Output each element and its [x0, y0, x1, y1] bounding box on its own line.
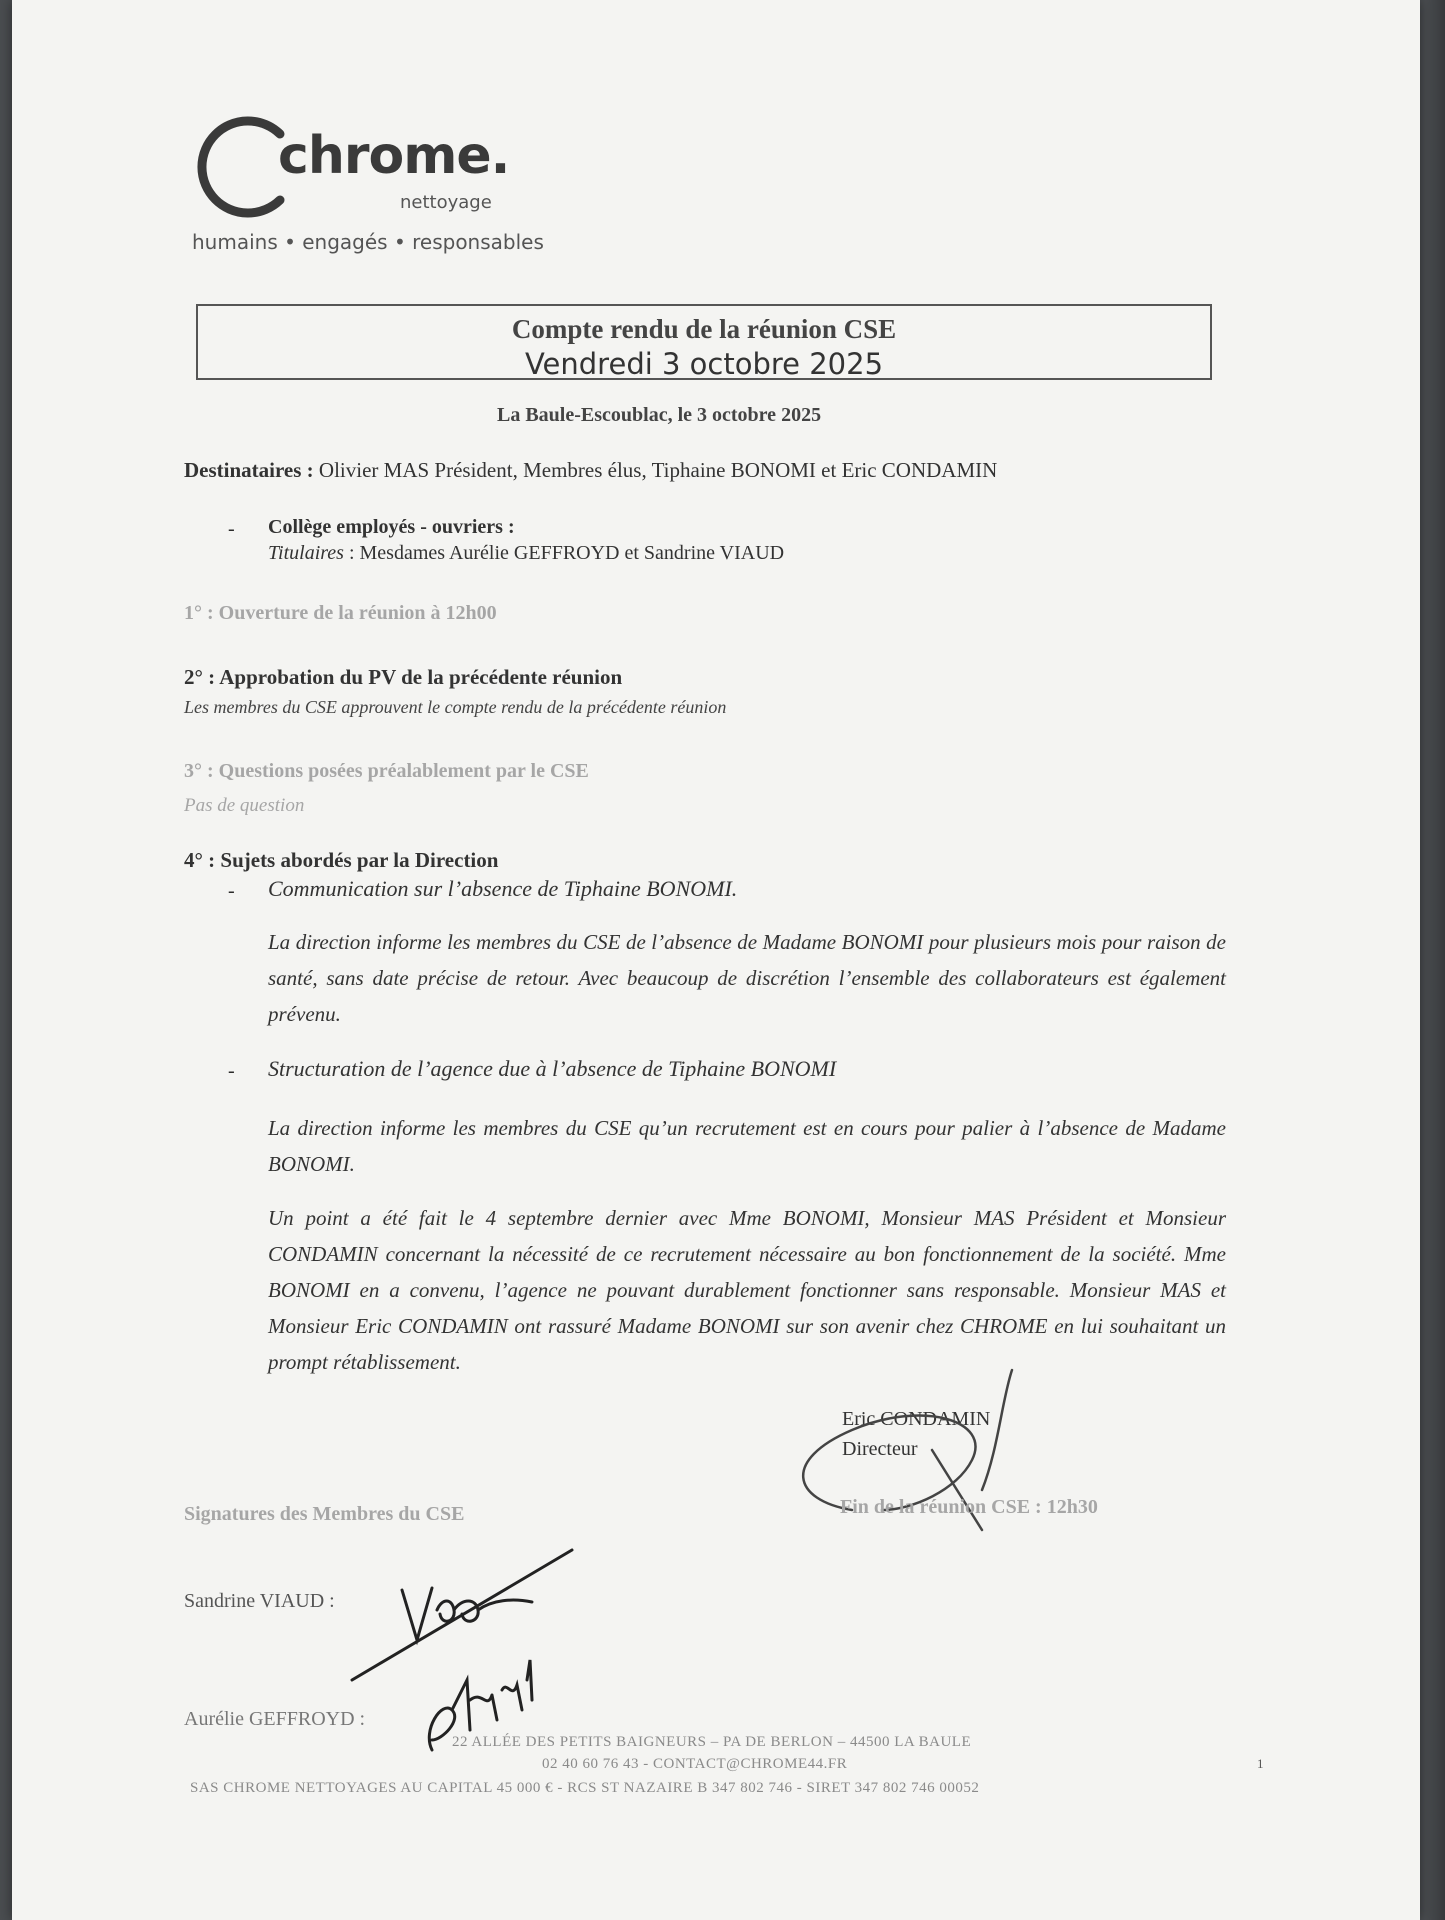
- footer-legal: SAS CHROME NETTOYAGES AU CAPITAL 45 000 € - RCS ST NAZAIRE B 347 802 746 - SIRET 347 802 746 00052: [190, 1780, 980, 1796]
- titulaires-text: : Mesdames Aurélie GEFFROYD et Sandrine VIAUD: [348, 542, 785, 564]
- company-logo: [192, 112, 612, 262]
- section-4-title: 4° : Sujets abordés par la Direction: [184, 848, 499, 872]
- signatory-name: Eric CONDAMIN: [842, 1408, 991, 1430]
- section-3-text: Pas de question: [184, 795, 305, 816]
- page-shadow: [1425, 0, 1445, 1920]
- item-1-dash: -: [228, 880, 235, 902]
- college-title: Collège employés - ouvriers :: [268, 516, 515, 538]
- logo-tagline: humains • engagés • responsables: [192, 230, 544, 254]
- recipients-text: Olivier MAS Président, Membres élus, Tiphaine BONOMI et Eric CONDAMIN: [318, 458, 998, 482]
- place-date: La Baule-Escoublac, le 3 octobre 2025: [497, 404, 822, 426]
- logo-wordmark: chrome.: [278, 126, 510, 186]
- section-2-text: Les membres du CSE approuvent le compte rendu de la précédente réunion: [184, 697, 727, 717]
- item-2-title: Structuration de l’agence due à l’absence de Tiphaine BONOMI: [268, 1056, 837, 1081]
- item-2-paragraph-2: Un point a été fait le 4 septembre dernier avec Mme BONOMI, Monsieur MAS Président et Monsieur CONDAMIN concernant la nécessité de ce recrutement nécessaire au bon fonctionnement de la société. Mme BONOMI en a convenu, l’agence ne pouvant durablement fonctionner sans responsable. Monsieur MAS et Monsieur Eric CONDAMIN ont rassuré Madame BONOMI sur son avenir chez CHROME en lui souhaitant un prompt rétablissement.: [268, 1206, 1226, 1374]
- footer-contact: 02 40 60 76 43 - CONTACT@CHROME44.FR: [542, 1756, 848, 1772]
- logo-subtitle: nettoyage: [400, 192, 492, 213]
- item-1-paragraph: La direction informe les membres du CSE de l’absence de Madame BONOMI pour plusieurs mois pour raison de santé, sans date précise de retour. Avec beaucoup de discrétion l’ensemble des collaborateurs est également prévenu.: [268, 930, 1226, 1026]
- recipients-line: [184, 458, 997, 483]
- college-dash: -: [228, 518, 235, 540]
- meeting-date-handwritten: Vendredi 3 octobre 2025: [524, 347, 884, 381]
- item-2-paragraph: La direction informe les membres du CSE qu’un recrutement est en cours pour palier à l’absence de Madame BONOMI.: [268, 1116, 1226, 1176]
- section-3-title: 3° : Questions posées préalablement par le CSE: [184, 760, 589, 782]
- item-2-dash: -: [228, 1060, 235, 1082]
- member-2-label: Aurélie GEFFROYD :: [184, 1708, 366, 1730]
- document-title: Compte rendu de la réunion CSE: [511, 314, 897, 344]
- titulaires-label: Titulaires: [268, 542, 344, 564]
- college-titulaires: [268, 542, 784, 565]
- document-page: [12, 0, 1420, 1920]
- end-of-meeting: Fin de la réunion CSE : 12h30: [840, 1496, 1098, 1518]
- member-1-label: Sandrine VIAUD :: [184, 1590, 335, 1612]
- section-2-title: 2° : Approbation du PV de la précédente réunion: [184, 665, 623, 689]
- item-1-title: Communication sur l’absence de Tiphaine BONOMI.: [268, 876, 738, 901]
- signatory-role: Directeur: [842, 1438, 918, 1460]
- members-signatures-heading: Signatures des Membres du CSE: [184, 1503, 465, 1525]
- logo-c-mark-icon: [192, 112, 292, 222]
- footer-address: 22 ALLÉE DES PETITS BAIGNEURS – PA DE BERLON – 44500 LA BAULE: [452, 1734, 972, 1750]
- title-box: [196, 304, 1212, 380]
- recipients-label: Destinataires :: [184, 458, 314, 482]
- section-1-title: 1° : Ouverture de la réunion à 12h00: [184, 602, 497, 624]
- page-number: 1: [1257, 1756, 1264, 1771]
